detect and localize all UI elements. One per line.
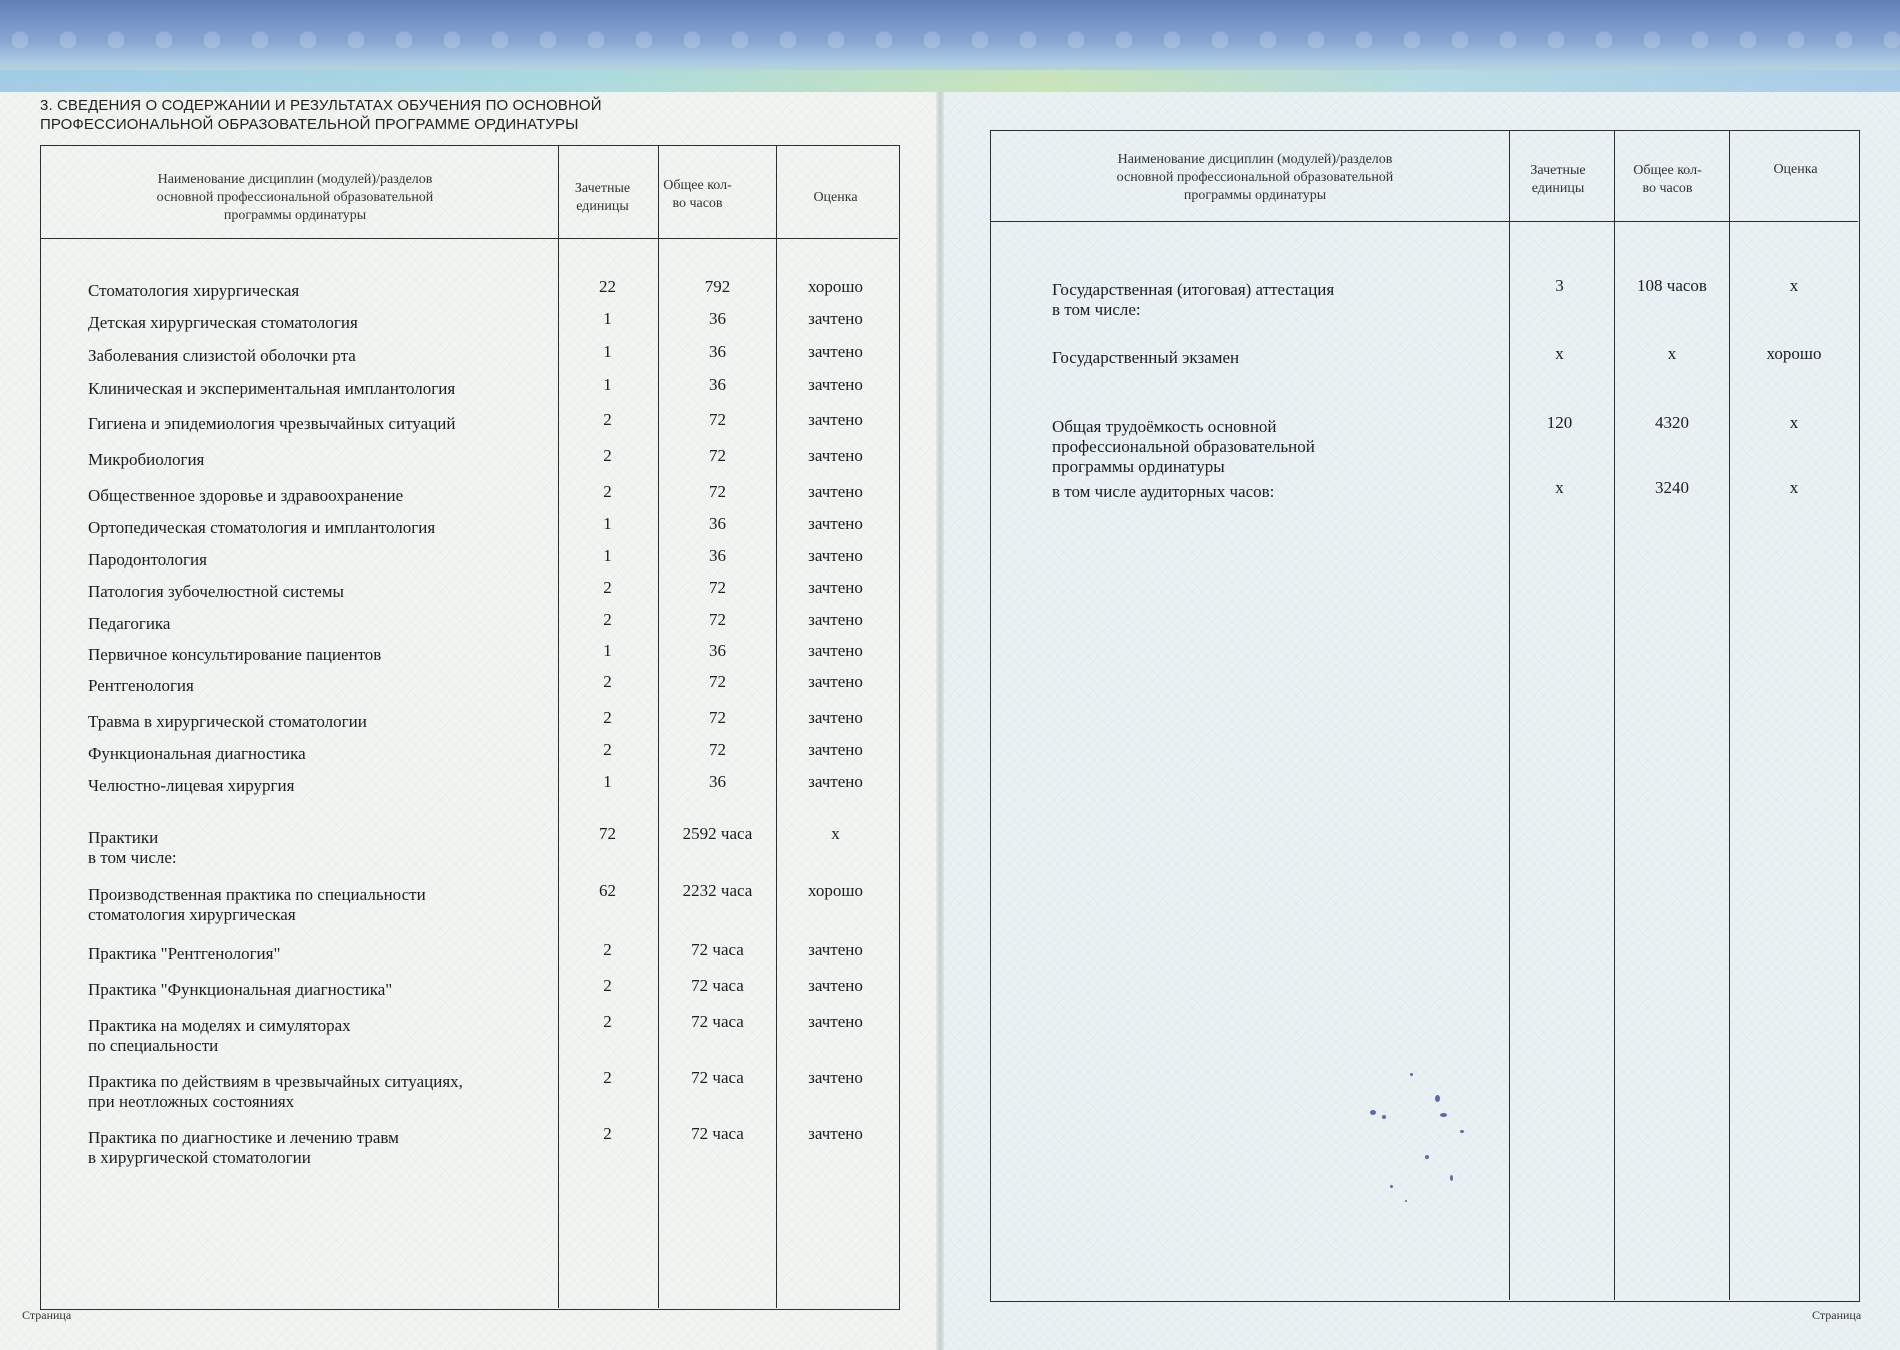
left-row-4-name: Клиническая и экспериментальная имплантология	[88, 379, 456, 398]
right-header-credits: Зачетные единицы	[1530, 163, 1586, 196]
right-row-1-credits: 3	[1555, 276, 1564, 295]
left-row-12-hours: 36	[709, 641, 726, 660]
left-row-11-hours: 72	[709, 610, 726, 629]
left-row-13-credits: 2	[603, 672, 612, 691]
left-row-6-name: Микробиология	[88, 450, 205, 469]
left-row-13-grade: зачтено	[808, 672, 863, 691]
right-row-3-grade: х	[1789, 413, 1799, 432]
left-row-5-credits: 2	[603, 410, 612, 429]
left-row-7-grade: зачтено	[808, 482, 863, 501]
left-row-7-credits: 2	[603, 482, 612, 501]
left-row-19-grade: зачтено	[808, 940, 863, 959]
left-row-1-hours: 792	[704, 277, 731, 296]
left-row-20-credits: 2	[603, 976, 612, 995]
left-row-21-hours: 72 часа	[691, 1012, 744, 1031]
left-row-1-credits: 22	[599, 277, 616, 296]
book-spine	[936, 92, 944, 1350]
left-row-15-grade: зачтено	[808, 740, 863, 759]
left-row-13-hours: 72	[709, 672, 726, 691]
left-row-23-hours: 72 часа	[691, 1124, 744, 1143]
left-row-18-grade: хорошо	[808, 881, 863, 900]
left-row-22-credits: 2	[603, 1068, 612, 1087]
footer-left: Страница	[22, 1308, 72, 1322]
left-row-20-hours: 72 часа	[691, 976, 744, 995]
left-row-8-credits: 1	[603, 514, 612, 533]
left-row-10-name: Патология зубочелюстной системы	[88, 582, 344, 601]
left-row-23-name: Практика по диагностике и лечению травм в хирургической стоматологии	[88, 1128, 399, 1167]
left-row-23-grade: зачтено	[808, 1124, 863, 1143]
left-row-3-credits: 1	[603, 342, 612, 361]
left-row-8-grade: зачтено	[808, 514, 863, 533]
left-row-9-name: Пародонтология	[88, 550, 207, 569]
left-row-6-credits: 2	[603, 446, 612, 465]
left-row-17-grade: х	[831, 824, 840, 843]
left-row-8-name: Ортопедическая стоматология и имплантология	[88, 518, 436, 537]
left-row-7-name: Общественное здоровье и здравоохранение	[88, 486, 404, 505]
left-row-1-name: Стоматология хирургическая	[88, 281, 300, 300]
left-row-13-name: Рентгенология	[88, 676, 194, 695]
left-row-22-grade: зачтено	[808, 1068, 863, 1087]
right-row-1-name: Государственная (итоговая) аттестация в том числе:	[1052, 280, 1335, 319]
left-row-16-hours: 36	[709, 772, 726, 791]
left-header-credits: Зачетные единицы	[574, 180, 631, 214]
left-row-21-grade: зачтено	[808, 1012, 863, 1031]
left-header-grade: Оценка	[813, 189, 858, 205]
left-row-19-name: Практика "Рентгенология"	[88, 944, 281, 963]
left-row-5-hours: 72	[709, 410, 726, 429]
left-row-2-grade: зачтено	[808, 309, 863, 328]
left-row-19-credits: 2	[603, 940, 612, 959]
left-row-8-hours: 36	[709, 514, 726, 533]
left-row-14-name: Травма в хирургической стоматологии	[88, 712, 367, 731]
right-row-1-hours: 108 часов	[1637, 276, 1707, 295]
right-row-4-name: в том числе аудиторных часов:	[1052, 482, 1275, 501]
left-row-9-credits: 1	[603, 546, 612, 565]
left-row-3-grade: зачтено	[808, 342, 863, 361]
right-row-3-name: Общая трудоёмкость основной профессиональной образовательной программы ординатуры	[1052, 417, 1315, 476]
left-header-name: Наименование дисциплин (модулей)/разделов основной профессиональной образовательной программы ординатуры	[156, 171, 434, 223]
left-row-21-credits: 2	[603, 1012, 612, 1031]
right-row-4-hours: 3240	[1655, 478, 1689, 497]
left-row-15-credits: 2	[603, 740, 612, 759]
left-row-16-credits: 1	[603, 772, 612, 791]
left-row-9-hours: 36	[709, 546, 726, 565]
left-row-17-hours: 2592 часа	[682, 824, 753, 843]
right-row-2-grade: хорошо	[1766, 344, 1822, 363]
left-row-14-grade: зачтено	[808, 708, 863, 727]
left-row-4-hours: 36	[709, 375, 726, 394]
left-row-2-name: Детская хирургическая стоматология	[88, 313, 358, 332]
left-row-4-credits: 1	[603, 375, 612, 394]
left-row-17-credits: 72	[599, 824, 616, 843]
left-row-10-hours: 72	[709, 578, 726, 597]
right-row-4-credits: х	[1555, 478, 1564, 497]
left-row-23-credits: 2	[603, 1124, 612, 1143]
right-header-name: Наименование дисциплин (модулей)/разделов основной профессиональной образовательной программы ординатуры	[1116, 151, 1394, 203]
left-row-16-grade: зачтено	[808, 772, 863, 791]
left-row-7-hours: 72	[709, 482, 726, 501]
left-row-6-grade: зачтено	[808, 446, 863, 465]
left-row-2-credits: 1	[603, 309, 612, 328]
left-row-9-grade: зачтено	[808, 546, 863, 565]
left-row-12-credits: 1	[603, 641, 612, 660]
left-row-2-hours: 36	[709, 309, 726, 328]
left-row-10-grade: зачтено	[808, 578, 863, 597]
left-row-19-hours: 72 часа	[691, 940, 744, 959]
right-header-grade: Оценка	[1773, 162, 1818, 177]
left-header-hours: Общее кол-во часов	[663, 178, 732, 211]
right-header-hours: Общее кол-во часов	[1633, 163, 1702, 196]
left-row-17-name: Практики в том числе:	[88, 828, 177, 867]
left-row-22-hours: 72 часа	[691, 1068, 744, 1087]
left-row-10-credits: 2	[603, 578, 612, 597]
left-row-1-grade: хорошо	[808, 277, 863, 296]
left-row-22-name: Практика по действиям в чрезвычайных ситуациях, при неотложных состояниях	[88, 1072, 463, 1111]
right-row-2-credits: х	[1555, 344, 1564, 363]
section-title: 3. СВЕДЕНИЯ О СОДЕРЖАНИИ И РЕЗУЛЬТАТАХ ОБУЧЕНИЯ ПО ОСНОВНОЙ ПРОФЕССИОНАЛЬНОЙ ОБРАЗОВАТЕЛЬНОЙ ПРОГРАММЕ ОРДИНАТУРЫ	[40, 97, 602, 133]
left-row-14-credits: 2	[603, 708, 612, 727]
left-row-21-name: Практика на моделях и симуляторах по специальности	[88, 1016, 351, 1055]
left-row-11-grade: зачтено	[808, 610, 863, 629]
left-row-18-name: Производственная практика по специальности стоматология хирургическая	[88, 885, 426, 924]
footer-right: Страница	[1812, 1308, 1862, 1322]
right-row-3-credits: 120	[1546, 413, 1573, 432]
left-row-14-hours: 72	[709, 708, 726, 727]
left-row-3-name: Заболевания слизистой оболочки рта	[88, 346, 356, 365]
left-row-15-hours: 72	[709, 740, 726, 759]
stamp-mark	[1350, 1055, 1480, 1215]
left-row-3-hours: 36	[709, 342, 726, 361]
right-row-1-grade: х	[1789, 276, 1799, 295]
right-row-3-hours: 4320	[1655, 413, 1689, 432]
left-row-5-name: Гигиена и эпидемиология чрезвычайных ситуаций	[88, 414, 456, 433]
left-row-5-grade: зачтено	[808, 410, 863, 429]
left-row-15-name: Функциональная диагностика	[88, 744, 306, 763]
left-row-20-grade: зачтено	[808, 976, 863, 995]
right-row-2-hours: х	[1667, 344, 1677, 363]
left-row-11-name: Педагогика	[88, 614, 171, 633]
left-row-4-grade: зачтено	[808, 375, 863, 394]
left-row-6-hours: 72	[709, 446, 726, 465]
left-row-20-name: Практика "Функциональная диагностика"	[88, 980, 393, 999]
left-row-18-credits: 62	[599, 881, 616, 900]
left-row-16-name: Челюстно-лицевая хирургия	[88, 776, 295, 795]
left-row-12-grade: зачтено	[808, 641, 863, 660]
left-row-12-name: Первичное консультирование пациентов	[88, 645, 382, 664]
left-row-11-credits: 2	[603, 610, 612, 629]
right-row-2-name: Государственный экзамен	[1052, 348, 1240, 367]
left-row-18-hours: 2232 часа	[682, 881, 753, 900]
right-row-4-grade: х	[1789, 478, 1799, 497]
banner-strip	[0, 70, 1900, 92]
